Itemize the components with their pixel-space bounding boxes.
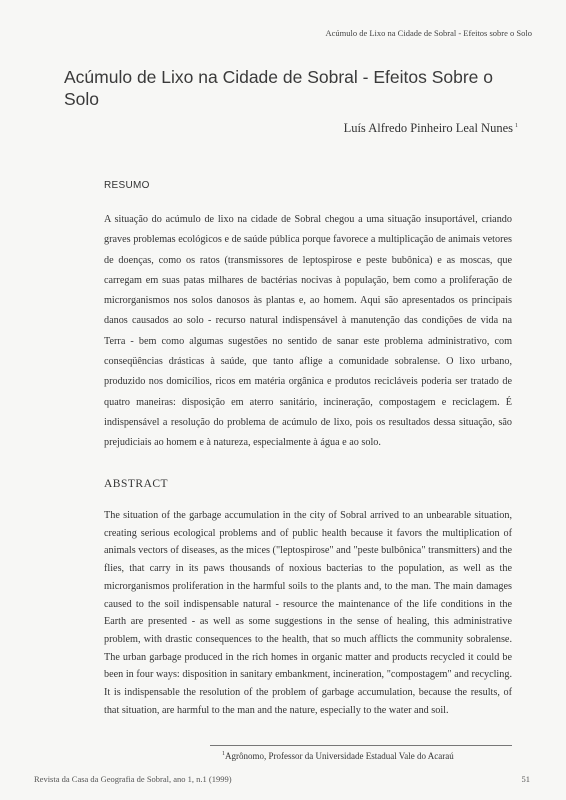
abstract-paragraph: The situation of the garbage accumulation in the city of Sobral arrived to an unbearable situation, creating serious ecological problems and of public health because it favors the multiplication of animals vectors of diseases, as the mices ("leptospirose" and "peste bulbônica" transmitters) and the flies, that carry in its paws thousands of noxious bacterias to the population, as well as the microrganismos proliferation in the harmful soils to the plants and, to the man. The main damages caused to the soil indispensable natural - resource the maintenance of the life conditions in the Earth are presented - as well as some suggestions in the sense of healing, this administrative problem, with drastic consequences to the health, that so much afflicts the community sobralense. The urban garbage produced in the rich homes in organic matter and products recycled it could be been in four ways: disposition in sanitary embankment, incineration, "compostagem" and recycling. It is indispensable the resolution of the problem of garbage accumulation, because the results, of that situation, are harmful to the man and the nature, especially to the water and soil. bbox=[104, 510, 512, 716]
running-header: Acúmulo de Lixo na Cidade de Sobral - Efeitos sobre o Solo bbox=[325, 28, 532, 38]
article-title: Acúmulo de Lixo na Cidade de Sobral - Efeitos Sobre o Solo bbox=[64, 67, 494, 109]
footnote-divider bbox=[210, 745, 512, 746]
author-name: Luís Alfredo Pinheiro Leal Nunes bbox=[343, 121, 513, 135]
footnote-text: Agrônomo, Professor da Universidade Estadual Vale do Acaraú bbox=[225, 751, 454, 761]
page-number: 51 bbox=[521, 774, 530, 784]
footnote bbox=[222, 751, 454, 761]
resumo-paragraph: A situação do acúmulo de lixo na cidade de Sobral chegou a uma situação insuportável, criando graves problemas ecológicos e de saúde pública porque favorece a multiplicação de animais vetores de doenças, como os ratos (transmissores de leptospirose e peste bubônica) e as moscas, que carregam em suas patas milhares de bactérias nocivas à população, bem como a proliferação de microrganismos nos solos danosos às plantas e, ao homem. Aqui são apresentados os principais danos causados ao solo - recurso natural indispensável à manutenção das condições de vida na Terra - bem como algumas sugestões no sentido de sanar este problema administrativo, com conseqüências drásticas à saúde, que tanto aflige a comunidade sobralense. O lixo urbano, produzido nos domicílios, ricos em matéria orgânica e produtos recicláveis poderia ser tratado de quatro maneiras: disposição em aterro sanitário, incineração, compostagem e reciclagem. É indispensável a resolução do problema de acúmulo de lixo, pois os resultados dessa situação, são prejudiciais ao homem e à natureza, especialmente à água e ao solo. bbox=[104, 214, 512, 449]
resumo-heading: RESUMO bbox=[104, 180, 150, 191]
author-line bbox=[344, 121, 518, 136]
footnote-marker: 1 bbox=[222, 751, 225, 757]
author-footnote-marker: 1 bbox=[515, 122, 518, 129]
abstract-heading: ABSTRACT bbox=[104, 478, 169, 490]
journal-citation: Revista da Casa da Geografia de Sobral, ano 1, n.1 (1999) bbox=[34, 774, 232, 784]
